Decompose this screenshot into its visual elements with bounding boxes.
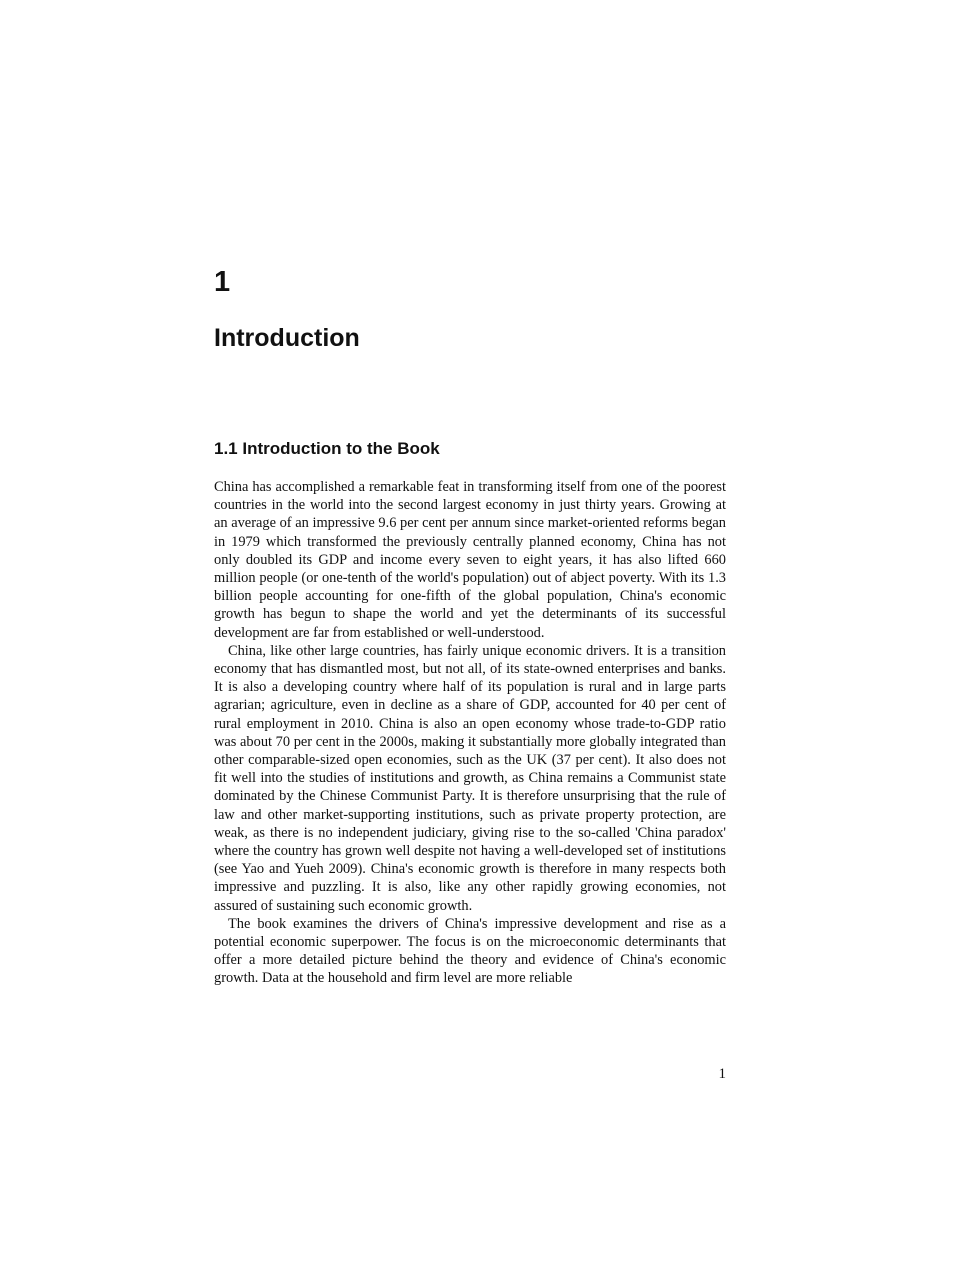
chapter-title: Introduction [214, 324, 360, 352]
paragraph: The book examines the drivers of China's impressive development and rise as a potential economic superpower. The focus is on the microeconomic determinants that offer a more detailed picture behind the theory and evidence of China's economic growth. Data at the household and firm level are more reliable [214, 915, 726, 987]
paragraph: China has accomplished a remarkable feat in transforming itself from one of the poorest countries in the world into the second largest economy in just thirty years. Growing at an average of an impressive 9.6 per cent per annum since market-oriented reforms began in 1979 which transformed the previously centrally planned economy, China has not only doubled its GDP and income every seven to eight years, it has also lifted 660 million people (or one-tenth of the world's population) out of abject poverty. With its 1.3 billion people accounting for one-fifth of the global population, China's economic growth has begun to shape the world and yet the determinants of its successful development are far from established or well-understood. [214, 479, 726, 641]
section-heading: 1.1 Introduction to the Book [214, 439, 440, 458]
body-text [214, 478, 726, 988]
chapter-number: 1 [214, 266, 231, 298]
page-number: 1 [718, 1066, 726, 1082]
paragraph: China, like other large countries, has fairly unique economic drivers. It is a transition economy that has dismantled most, but not all, of its state-owned enterprises and banks. It is also a developing country where half of its population is rural and in large parts agrarian; agriculture, even in decline as a share of GDP, accounted for 40 per cent of rural employment in 2010. China is also an open economy whose trade-to-GDP ratio was about 70 per cent in the 2000s, making it substantially more globally integrated than other comparable-sized open economies, such as the UK (37 per cent). It also does not fit well into the studies of institutions and growth, as China remains a Communist state dominated by the Chinese Communist Party. It is therefore unsurprising that the rule of law and other market-supporting institutions, such as private property protection, are weak, as there is no independent judiciary, giving rise to the so-called 'China paradox' where the country has grown well despite not having a well-developed set of institutions (see Yao and Yueh 2009). China's economic growth is therefore in many respects both impressive and puzzling. It is also, like any other rapidly growing economies, not assured of sustaining such economic growth. [214, 642, 726, 914]
